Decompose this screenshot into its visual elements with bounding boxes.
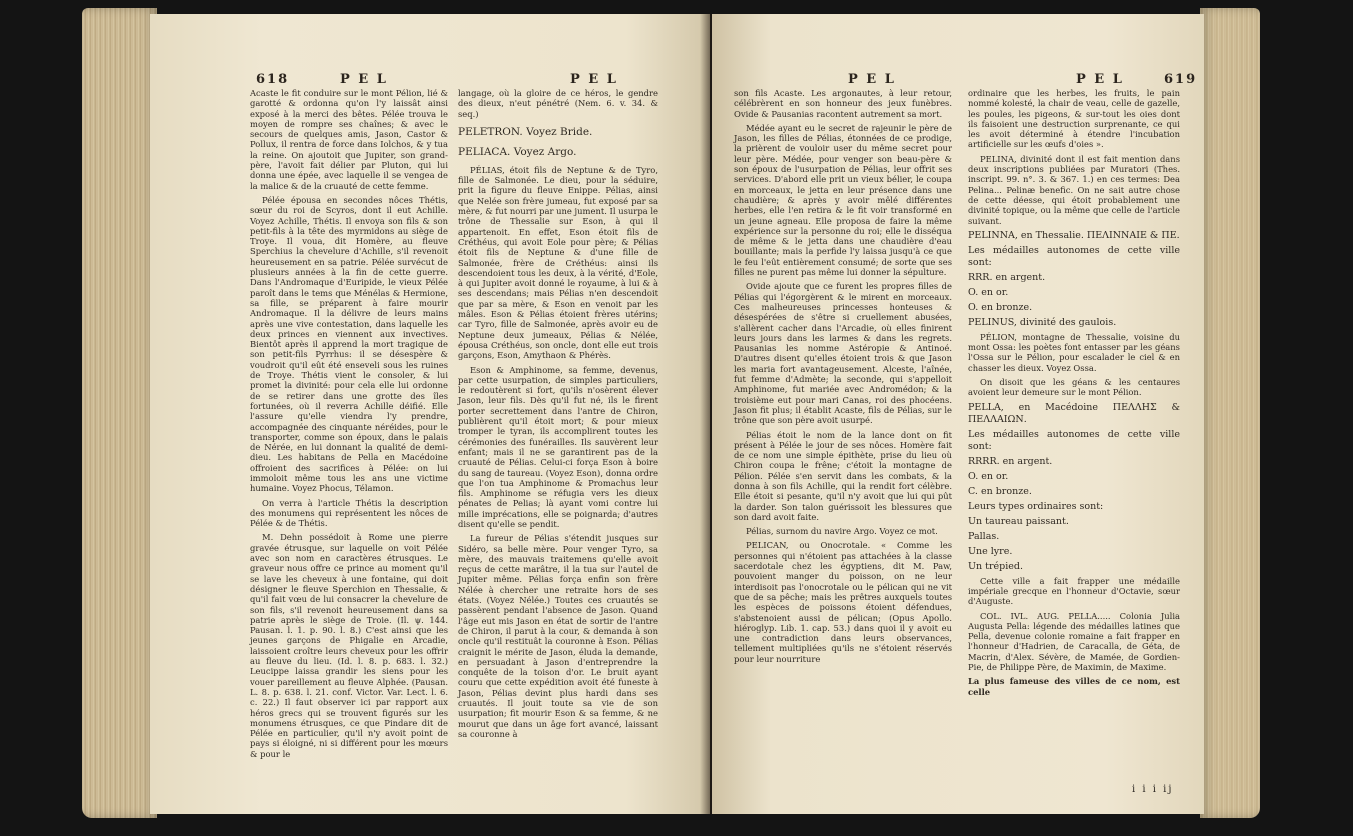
paragraph: Eson & Amphinome, sa femme, devenus, par cette usurpation, de simples particuliers, le redoutèrent si fort, qu'ils n'osèrent élever Jason, leur fils. Dès qu'il fut né, ils le firent porter secrettement dans l'antre de Chiron, publièrent qu'il étoit mort; & pour mieux tromper le tyran, ils accomplirent toutes les cérémonies des funérailles. Ils sauvèrent leur enfant; mais il ne se garantirent pas de la cruauté de Pélias. Celui-ci força Eson à boire du sang de taureau. (Voyez Eson), donna ordre que l'on tua Amphinome & Promachus leur fils. Amphinome se réfugia vers les dieux pénates de Pelias; là ayant vomi contre lui mille imprécations, elle se poignarda; d'autres disent qu'elle se pendit. — [458, 364, 658, 529]
page-number-right: 619 — [1164, 72, 1198, 87]
right-page-column-2 — [968, 88, 1180, 701]
paragraph: Pélias étoit le nom de la lance dont on fit présent à Pélée le jour de ses nôces. Homère fait de ce nom une simple épithète, prise du lieu où Chiron coupa le frêne; c'étoit la montagne de Pélion. Pélée s'en servit dans les combats, & la donna à son fils Achille, qui la rendit fort célèbre. Elle étoit si pesante, qu'il n'y avoit que lui qui pût la darder. Son talon guérissoit les blessures que son dard avoit faite. — [734, 429, 952, 522]
paragraph: COL. IVL. AUG. PELLA..... Colonia Julia Augusta Pella: légende des médailles latines que Pella, devenue colonie romaine a fait frapper en l'honneur d'Hadrien, de Caracalla, de Géta, de Macrin, d'Alex. Sévère, de Mamée, de Gordien-Pie, de Philippe Père, de Maximin, de Maxime. — [968, 610, 1180, 673]
running-head-left-col1: P E L — [340, 72, 388, 87]
list-item: RRRR. en argent. — [968, 455, 1053, 467]
paragraph: On disoit que les géans & les centaures avoient leur demeure sur le mont Pélion. — [968, 377, 1180, 398]
page-number-left: 618 — [256, 72, 290, 87]
list-item: Les médailles autonomes de cette ville sont: — [968, 244, 1180, 268]
running-head-left-col2: P E L — [570, 72, 618, 87]
right-page-column-1 — [734, 88, 952, 668]
left-page — [150, 14, 710, 814]
running-head-right-col2: P E L — [1076, 72, 1124, 87]
list-item: O. en or. — [968, 286, 1009, 298]
paragraph: ordinaire que les herbes, les fruits, le pain nommé kolesté, la chair de veau, celle de gazelle, les poules, les pigeons, & sur-tout les oies dont ils faisoient une destruction surprenante, ce qui les avoit déterminé à étendre l'incubation artificielle sur les œufs d'oies ». — [968, 88, 1180, 150]
paragraph: Pélée épousa en secondes nôces Thétis, sœur du roi de Scyros, dont il eut Achille. Voyez Achille, Thétis. Il envoya son fils & son petit-fils à la tête des myrmidons au siège de Troye. Il voua, dit Homère, au fleuve Sperchius la chevelure d'Achille, s'il revenoit heureusement en sa patrie. Pélée survécut de plusieurs années à la fin de cette guerre. Dans l'Andromaque d'Euripide, le vieux Pélée paroît dans le tems que Ménélas & Hermione, sa fille, se préparent à faire mourir Andromaque. Il la délivre de leurs mains après une vive contestation, dans laquelle les deux princes en viennent aux invectives. Bientôt après il apprend la mort tragique de son petit-fils Pyrrhus: il se désespère & voudroit qu'il eût été enseveli sous les ruines de Troye. Thétis vient le consoler, & lui promet la divinité: pour cela elle lui ordonne de se retirer dans une grotte des îles fortunées, où il reverra Achille déifié. Elle l'assure qu'elle viendra l'y prendre, accompagnée des cinquante néréides, pour le transporter, comme son époux, dans le palais de Nérée, en lui donnant la qualité de demi-dieu. Les habitans de Pella en Macédoine offroient des sacrifices à Pélée: on lui immoloit même tous les ans une victime humaine. Voyez Phocus, Télamon. — [250, 194, 448, 494]
left-page-column-1 — [250, 88, 448, 763]
list-item: O. en bronze. — [968, 301, 1033, 313]
list-item: Leurs types ordinaires sont: — [968, 500, 1104, 512]
right-page — [712, 14, 1204, 814]
left-page-column-2 — [458, 88, 658, 743]
paragraph: PELINA, divinité dont il est fait mention dans deux inscriptions publiées par Muratori (Thes. inscript. 99. n°. 3. & 367. 1.) en ces termes: Dea Pelina... Pelinæ benefic. On ne sait autre chose de cette déesse, qui étoit probablement une divinité topique, ou la même que celle de l'article suivant. — [968, 153, 1180, 226]
paragraph: PÉLION, montagne de Thessalie, voisine du mont Ossa: les poètes font entasser par les géans l'Ossa sur le Pélion, pour escalader le ciel & en chasser les dieux. Voyez Ossa. — [968, 331, 1180, 373]
paragraph: langage, où la gloire de ce héros, le gendre des dieux, n'eut pénétré (Nem. 6. v. 34. & seq.) — [458, 88, 658, 119]
pelinna-title: PELINNA, en Thessalie. ΠΕΛΙΝΝΑΙΕ & ΠΕ. — [968, 229, 1180, 241]
last-line: La plus fameuse des villes de ce nom, est celle — [968, 676, 1180, 697]
pella-block — [968, 402, 1180, 573]
paragraph: son fils Acaste. Les argonautes, à leur retour, célébrèrent en son honneur des jeux funèbres. Ovide & Pausanias racontent autrement sa mort. — [734, 88, 952, 119]
book-edge-left — [82, 8, 157, 818]
pelinna-block — [968, 230, 1180, 329]
paragraph: La fureur de Pélias s'étendit jusques sur Sidéro, sa belle mère. Pour venger Tyro, sa mère, des mauvais traitemens qu'elle avoit reçus de cette marâtre, il la tua sur l'autel de Jupiter même. Pélias força enfin son frère Nélée à chercher une retraite hors de ses états. (Voyez Nélée.) Toutes ces cruautés se passèrent pendant l'absence de Jason. Quand l'âge eut mis Jason en état de sortir de l'antre de Chiron, il parut à la cour, & demanda à son oncle qu'il restituât la couronne à Eson. Pélias craignit le mérite de Jason, éluda la demande, en persuadant à Jason d'entreprendre la conquête de la toison d'or. Le bruit ayant couru que cette expédition avoit été funeste à Jason, Pélias devint plus hardi dans ses cruautés. Il jouit toute sa vie de son usurpation; fit mourir Eson & sa femme, & ne mourut que dans un âge fort avancé, laissant sa couronne à — [458, 533, 658, 739]
paragraph: PÉLIAS, étoit fils de Neptune & de Tyro, fille de Salmonée. Le dieu, pour la séduire, prit la figure du fleuve Enippe. Pélias, ainsi que Nelée son frère jumeau, fut exposé par sa mère, & fut nourri par une jument. Il usurpa le trône de Thessalie sur Eson, à qui il appartenoit. En effet, Eson étoit fils de Créthéus, qui avoit Eole pour père; & Pélias étoit fils de Neptune & d'une fille de Salmonée, frère de Créthéus: ainsi ils descendoient tous les deux, à la vérité, d'Eole, à qui Jupiter avoit donné le royaume, à lui & à ses descendans; mais Pélias n'en descendoit que par sa mère, & Eson en venoit par les mâles. Eson & Pélias étoient frères utérins; car Tyro, fille de Salmonée, après avoir eu de Neptune deux jumeaux, Pélias & Nélée, épousa Créthéus, son oncle, dont elle eut trois garçons, Eson, Amythaon & Phérès. — [458, 164, 658, 361]
pella-title: PELLA, en Macédoine ΠΕΛΛΗΣ & ΠΕΛΛΑΙΩΝ. — [968, 401, 1180, 425]
list-item: RRR. en argent. — [968, 271, 1046, 283]
list-item: Pallas. — [968, 530, 1000, 542]
paragraph: On verra à l'article Thétis la description des monumens qui représentent les nôces de Pélée & de Thétis. — [250, 497, 448, 529]
entry-peletron: PELETRON. Voyez Bride. — [458, 125, 593, 138]
list-item: O. en or. — [968, 470, 1009, 482]
paragraph: Acaste le fit conduire sur le mont Pélion, lié & garotté & ordonna qu'on l'y laissât ainsi exposé à la merci des bêtes. Pélée trouva le moyen de rompre ses chaînes; & avec le secours de quelques amis, Jason, Castor & Pollux, il rentra de force dans Iolchos, & y tua la reine. On ajoutoit que Jupiter, son grand-père, l'avoit fait délier par Pluton, qui lui donna une épée, avec laquelle il se vengea de la malice & de la cruauté de cette femme. — [250, 88, 448, 191]
list-item: C. en bronze. — [968, 485, 1032, 497]
list-item: Les médailles autonomes de cette ville sont: — [968, 428, 1180, 452]
list-item: Un trépied. — [968, 560, 1023, 572]
entry-peliaca: PELIACA. Voyez Argo. — [458, 145, 577, 158]
running-head-right-col1: P E L — [848, 72, 896, 87]
signature-mark: i i i ij — [1132, 784, 1174, 795]
paragraph: Ovide ajoute que ce furent les propres filles de Pélias qui l'égorgèrent & le mirent en morceaux. Ces malheureuses princesses honteuses & désespérées de s'être si cruellement abusées, s'allèrent cacher dans l'Arcadie, où elles finirent leurs jours dans les larmes & dans les regrets. Pausanias les nomme Astéropie & Antinoé. D'autres disent qu'elles étoient trois & que Jason les maria fort avantageusement. Alceste, l'aînée, fut femme d'Admète; la seconde, qui s'appelloit Amphinome, fut mariée avec Andromédon; & la troisième eut pour mari Canas, roi des phocéens. Jason fit plus; il établit Acaste, fils de Pélias, sur le trône que son père avoit usurpé. — [734, 281, 952, 426]
paragraph: PELICAN, ou Onocrotale. « Comme les personnes qui n'étoient pas attachées à la classe sacerdotale chez les égyptiens, dit M. Paw, pouvoient manger du poisson, on ne leur interdisoit pas l'onocrotale ou le pélican qui ne vit que de sa pêche; mais les prêtres auxquels toutes les espèces de poissons étoient défendues, s'abstenoient aussi de pélican; (Opus Apollo. hiéroglyp. Lib. 1. cap. 53.) dans quoi il y avoit eu une contradiction dans leurs observances, tellement multipliées qu'ils ne s'étoient réservés pour leur nourriture — [734, 540, 952, 664]
paragraph: Médée ayant eu le secret de rajeunir le père de Jason, les filles de Pélias, étonnées de ce prodige, la prièrent de vouloir user du même secret pour leur père. Médée, pour venger son beau-père & son époux de l'usurpation de Pélias, leur offrit ses services. D'abord elle prit un vieux bélier, le coupa en morceaux, le jetta en leur présence dans une chaudière; & après y avoir mêlé différentes herbes, elle l'en retira & le fit voir transformé en un jeune agneau. Elle proposa de faire la même expérience sur la personne du roi; elle le disséqua de même & le jetta dans une chaudière d'eau bouillante; mais la perfide l'y laissa jusqu'à ce que le feu l'eût entièrement consumé; de sorte que ses filles ne purent pas même lui donner la sépulture. — [734, 122, 952, 278]
paragraph: Pélias, surnom du navire Argo. Voyez ce mot. — [746, 526, 938, 537]
paragraph: M. Dehn possédoit à Rome une pierre gravée étrusque, sur laquelle on voit Pélée avec son nom en caractères étrusques. Le graveur nous offre ce prince au moment qu'il se lave les cheveux à une fontaine, qui doit désigner le fleuve Sperchion en Thessalie, & qu'il fait vœu de lui consacrer la chevelure de son fils, s'il revenoit heureusement dans sa patrie après le siège de Troie. (Il. ψ. 144. Pausan. l. 1. p. 90. l. 8.) C'est ainsi que les jeunes garçons de Phigalie en Arcadie, laissoient croître leurs cheveux pour les offrir au fleuve du lieu. (Id. l. 8. p. 683. l. 32.) Leucippe laissa grandir les siens pour les vouer pareillement au fleuve Alphée. (Pausan. L. 8. p. 638. l. 21. conf. Victor. Var. Lect. l. 6. c. 22.) Il faut observer ici par rapport aux héros grecs qui se trouvent figurés sur les monumens étrusques, ce que Pindare dit de Pélée en particulier, qu'il n'y avoit point de pays si éloigné, ni si différent pour les mœurs & pour le — [250, 532, 448, 759]
entry-pelinus: PELINUS, divinité des gaulois. — [968, 316, 1117, 328]
book-edge-right — [1200, 8, 1260, 818]
list-item: Un taureau paissant. — [968, 515, 1069, 527]
list-item: Une lyre. — [968, 545, 1013, 557]
paragraph: Cette ville a fait frapper une médaille impériale grecque en l'honneur d'Octavie, sœur d'Auguste. — [968, 575, 1180, 607]
